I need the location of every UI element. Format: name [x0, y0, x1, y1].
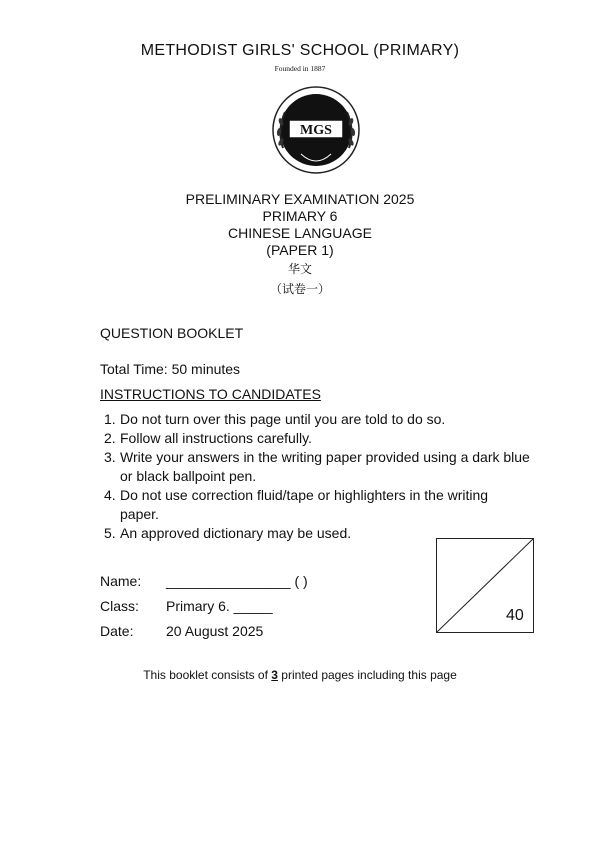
- school-name: METHODIST GIRLS' SCHOOL (PRIMARY): [140, 42, 460, 59]
- exam-subject: CHINESE LANGUAGE: [228, 225, 372, 241]
- instructions-list: [100, 410, 530, 543]
- instruction-item: 1. Do not turn over this page until you are told to do so.: [104, 411, 446, 427]
- page-count-note: This booklet consists of 3 printed pages including this page: [143, 668, 457, 682]
- exam-paper-chinese: （试卷一）: [269, 282, 330, 296]
- instruction-item: 3. Write your answers in the writing paper provided using a dark blue or black ballpoint pen.: [104, 449, 530, 484]
- booklet-title: QUESTION BOOKLET: [100, 325, 244, 341]
- name-label: Name:: [100, 573, 142, 589]
- school-crest-logo: [271, 84, 361, 176]
- exam-level: PRIMARY 6: [262, 208, 338, 224]
- total-time: Total Time: 50 minutes: [100, 361, 241, 377]
- instruction-item: 2. Follow all instructions carefully.: [104, 430, 312, 446]
- instruction-item: 4. Do not use correction fluid/tape or highlighters in the writing paper.: [104, 487, 489, 522]
- date-label: Date:: [100, 623, 134, 639]
- instructions-heading: INSTRUCTIONS TO CANDIDATES: [100, 386, 321, 402]
- page-count: 3: [271, 668, 278, 682]
- founded-year: Founded in 1887: [274, 64, 326, 73]
- name-field[interactable]: ________________ ( ): [166, 573, 308, 589]
- date-value: 20 August 2025: [166, 623, 264, 639]
- exam-subject-chinese: 华文: [287, 262, 312, 276]
- class-label: Class:: [100, 598, 139, 614]
- instruction-item: 5. An approved dictionary may be used.: [104, 525, 352, 541]
- class-field[interactable]: Primary 6. _____: [166, 598, 273, 614]
- crest-text: MGS: [300, 123, 332, 138]
- exam-paper: (PAPER 1): [266, 242, 334, 258]
- exam-title: PRELIMINARY EXAMINATION 2025: [185, 191, 415, 207]
- score-total: 40: [506, 607, 524, 624]
